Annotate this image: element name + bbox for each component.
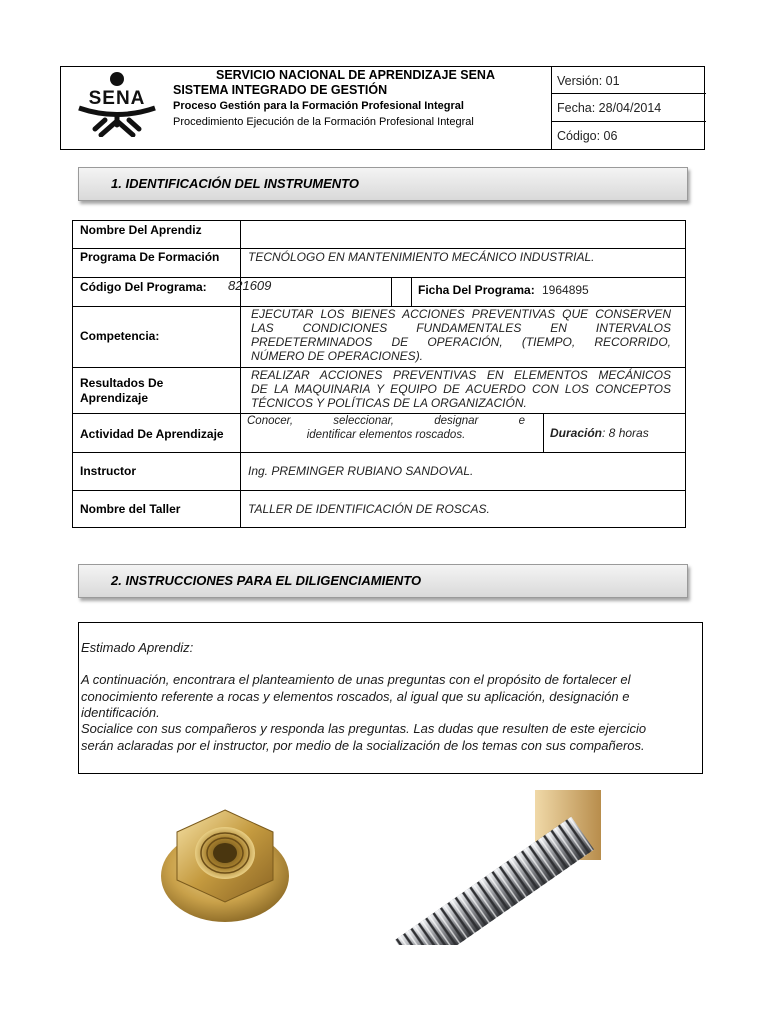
taller-label: Nombre del Taller (80, 502, 181, 516)
resultados-label-line: Resultados De (80, 376, 164, 390)
competencia-line: EJECUTAR LOS BIENES ACCIONES PREVENTIVAS QUE CONSERVEN (251, 307, 671, 321)
duracion-label: Duración (550, 426, 603, 440)
programa-value: TECNÓLOGO EN MANTENIMIENTO MECÁNICO INDUSTRIAL. (248, 250, 595, 264)
paragraph-line: conocimiento referente a rocas y elementos roscados, al igual que su aplicación, designación e (81, 688, 630, 704)
code-field: Código: 06 (557, 128, 618, 143)
sena-logo (75, 71, 159, 137)
taller-value: TALLER DE IDENTIFICACIÓN DE ROSCAS. (248, 502, 490, 516)
actividad-line: identificar elementos roscados. (306, 429, 466, 441)
paragraph-line: Socialice con sus compañeros y responda las preguntas. Las dudas que resulten de este ejercicio (81, 721, 647, 736)
duracion-field (550, 426, 649, 440)
header-meta (551, 67, 706, 149)
ficha-value: 1964895 (542, 283, 589, 297)
instructor-label: Instructor (80, 464, 137, 478)
competencia-label: Competencia: (80, 329, 160, 343)
competencia-line: PREDETERMINADOS DE OPERACIÓN, (TIEMPO, RECORRIDO, (251, 335, 671, 349)
section-2-title: 2. INSTRUCCIONES PARA EL DILIGENCIAMIENTO (78, 564, 688, 598)
info-table (72, 220, 686, 528)
instructor-value: Ing. PREMINGER RUBIANO SANDOVAL. (248, 464, 474, 478)
actividad-value (247, 414, 525, 442)
header-title: SERVICIO NACIONAL DE APRENDIZAJE SENA (216, 68, 495, 82)
duracion-value: : 8 horas (602, 426, 649, 440)
section-1-title: 1. IDENTIFICACIÓN DEL INSTRUMENTO (78, 167, 688, 201)
flange-nut-image (155, 798, 295, 928)
header-procedure: Procedimiento Ejecución de la Formación Profesional Integral (173, 116, 474, 128)
codigo-label: Código Del Programa: (80, 280, 207, 294)
date-field: Fecha: 28/04/2014 (552, 94, 706, 121)
codigo-value: 821609 (228, 278, 272, 293)
paragraph-line: A continuación, encontrara el planteamiento de unas preguntas con el propósito de fortalecer el (81, 672, 631, 687)
version-field: Versión: 01 (552, 67, 706, 94)
resultados-line: TÉCNICOS Y POLÍTICAS DE LA ORGANIZACIÓN. (251, 396, 527, 410)
instructions-paragraph-1 (81, 672, 698, 722)
paragraph-line: serán aclaradas por el instructor, por medio de la socialización de los temas con sus compañeros. (81, 737, 645, 753)
greeting: Estimado Aprendiz: (81, 640, 194, 655)
paragraph-line: identificación. (81, 705, 160, 720)
resultados-label (80, 376, 163, 406)
competencia-line: NÚMERO DE OPERACIONES). (251, 349, 424, 363)
programa-label: Programa De Formación (80, 250, 220, 264)
actividad-label: Actividad De Aprendizaje (80, 427, 224, 441)
instructions-paragraph-2 (81, 721, 698, 754)
resultados-label-line: Aprendizaje (80, 391, 149, 405)
ficha-label: Ficha Del Programa: (418, 283, 535, 297)
header-process: Proceso Gestión para la Formación Profesional Integral (173, 100, 464, 112)
aprendiz-label: Nombre Del Aprendiz (80, 223, 202, 237)
resultados-line: DE LA MAQUINARIA Y EQUIPO DE ACUERDO CON LOS CONCEPTOS (251, 382, 671, 396)
actividad-line: Conocer, seleccionar, designar e (247, 415, 525, 427)
threaded-rod-image (395, 790, 601, 945)
logo-text: SENA (88, 88, 146, 109)
competencia-value (251, 307, 671, 363)
resultados-line: REALIZAR ACCIONES PREVENTIVAS EN ELEMENTOS MECÁNICOS (251, 368, 671, 382)
instructions-box (78, 622, 703, 774)
header-system: SISTEMA INTEGRADO DE GESTIÓN (173, 83, 388, 97)
resultados-value (251, 368, 671, 410)
document-header (60, 66, 705, 150)
competencia-line: LAS CONDICIONES FUNDAMENTALES EN INTERVALOS (251, 321, 671, 335)
